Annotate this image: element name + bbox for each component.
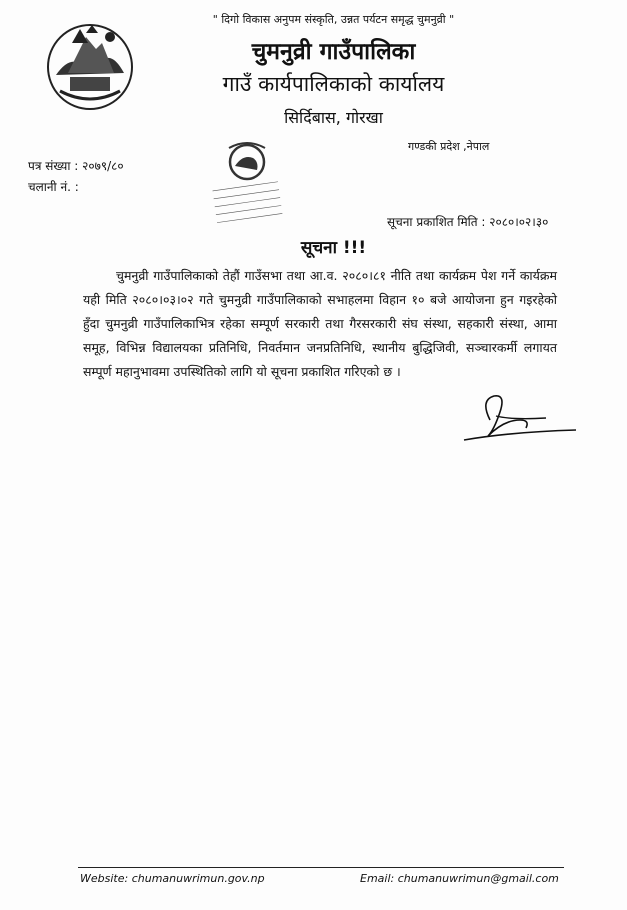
notice-body: चुमनुव्री गाउँपालिकाको तेहौं गाउँसभा तथा आ.व. २०८०।८१ नीति तथा कार्यक्रम पेश गर्ने कार्यक्रम यही मिति २०८०।०३।०२ गते चुमनुव्री गाउँपालिकाको सभाहलमा विहान १० बजे आयोजना हुन गइरहेको हुँदा चुमनुव्री गाउँपालिकाभित्र रहेका सम्पूर्ण सरकारी तथा गैरसरकारी संघ संस्था, सहकारी संस्था, आमा समूह, विभिन्न विद्यालयका प्रतिनिधि, निवर्तमान जनप्रतिनिधि, स्थानीय बुद्धिजिवी, सञ्चारकर्मी लगायत सम्पूर्ण महानुभावमा उपस्थितिको लागि यो सूचना प्रकाशित गरिएको छ । <box>83 268 557 379</box>
office-stamp-icon <box>213 140 285 232</box>
office-subtitle: गाउँ कार्यपालिकाको कार्यालय <box>222 72 445 96</box>
motto-text: " दिगो विकास अनुपम संस्कृति, उन्नत पर्यटन समृद्ध चुमनुव्री " <box>212 13 455 26</box>
signature-mark <box>460 390 580 450</box>
office-name: चुमनुव्री गाउँपालिका <box>251 39 416 65</box>
letter-number: पत्र संख्या : २०७९/८० <box>28 159 124 173</box>
email-text: Email: chumanuwrimun@gmail.com <box>360 872 559 885</box>
office-address: सिर्दिबास, गोरखा <box>284 108 383 127</box>
province-text: गण्डकी प्रदेश ,नेपाल <box>408 140 490 153</box>
footer-divider <box>78 867 564 868</box>
published-date: सूचना प्रकाशित मिति : २०८०।०२।३० <box>387 215 549 229</box>
dispatch-number: चलानी नं. : <box>28 180 79 194</box>
notice-heading: सूचना !!! <box>300 238 367 258</box>
website-text: Website: chumanuwrimun.gov.np <box>80 872 265 885</box>
